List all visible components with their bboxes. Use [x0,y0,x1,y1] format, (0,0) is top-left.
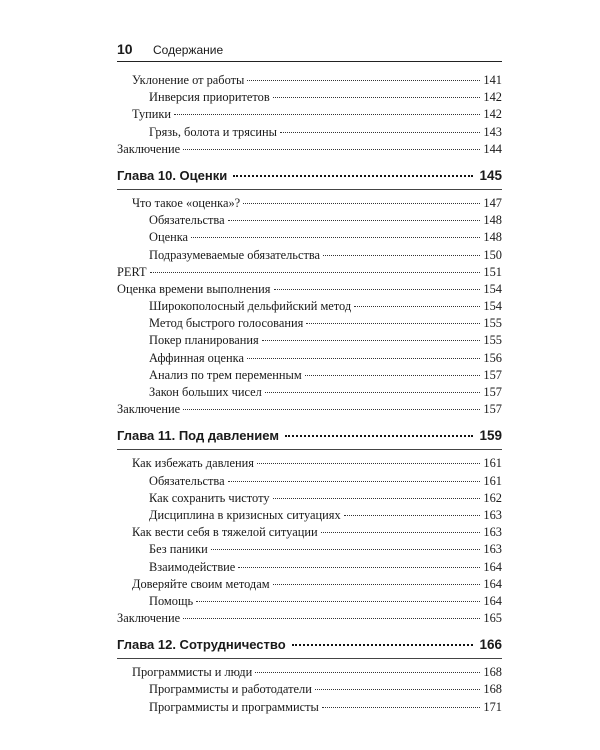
toc-entry [117,89,502,106]
toc-entry-page: 154 [483,299,502,314]
toc-entry-page: 161 [483,473,502,488]
toc-entry [117,298,502,315]
dot-leader [273,584,481,585]
toc-entry-title: Заключение [117,402,181,417]
toc-entry [117,72,502,89]
dot-leader [238,567,480,568]
toc-entry [117,593,502,610]
dot-leader [262,340,481,341]
toc-entry [117,106,502,123]
toc-entry-title: Заключение [117,141,181,156]
toc-entry [117,332,502,349]
dot-leader [315,689,481,690]
dot-leader [255,672,480,673]
dot-leader [305,375,481,376]
toc-entry-page: 154 [483,281,502,296]
dot-leader [273,498,481,499]
dot-leader [233,175,473,177]
toc-entry [117,524,502,541]
dot-leader [243,203,480,204]
toc-entry [117,281,502,298]
toc-entry-page: 144 [483,141,502,156]
toc-entry-page: 162 [483,490,502,505]
dot-leader [280,132,480,133]
toc-entry-page: 156 [483,350,502,365]
toc-entry-title: Инверсия приоритетов [149,90,270,105]
chapter-heading [117,423,502,450]
toc-entry-title: Заключение [117,611,181,626]
toc-entry-page: 163 [483,507,502,522]
toc-entry-page: 163 [483,542,502,557]
toc-entry [117,315,502,332]
toc-entry-page: 168 [483,665,502,680]
running-header [117,41,502,62]
toc-entry [117,401,502,418]
toc-entry-page: 157 [483,402,502,417]
toc-entry-page: 155 [483,333,502,348]
toc-entry-page: 143 [483,124,502,139]
toc-entry-page: 164 [483,559,502,574]
toc-entry-title: Программисты и программисты [149,699,319,714]
dot-leader [183,618,480,619]
dot-leader [174,114,480,115]
toc-entry-page: 164 [483,576,502,591]
toc-entry-title: Метод быстрого голосования [149,316,304,331]
toc-entry-page: 155 [483,316,502,331]
toc-entry [117,490,502,507]
dot-leader [354,306,480,307]
toc-entry-page: 164 [483,593,502,608]
toc-entry-title: Закон больших чисел [149,385,262,399]
toc-entry-title: Что такое «оценка»? [132,195,241,210]
chapter-heading [117,632,502,659]
toc-entry-title: Обязательства [149,473,225,488]
toc-entry-page: 168 [483,682,502,697]
toc-entry [117,541,502,558]
toc-entry-page: 142 [483,107,502,122]
toc-entry-title: Без паники [149,542,208,557]
toc-entry-title: Доверяйте своим методам [132,576,270,591]
dot-leader [292,644,474,646]
toc-entry-title: Как избежать давления [132,456,254,471]
toc-entry [117,264,502,281]
toc-entry [117,384,502,401]
page-number: 10 [117,41,133,57]
toc-entry-page: 157 [483,367,502,382]
dot-leader [344,515,481,516]
dot-leader [323,255,480,256]
toc-entry [117,367,502,384]
toc-entry [117,559,502,576]
toc-entry-title: Оценка [149,230,189,245]
dot-leader [306,323,480,324]
dot-leader [285,435,474,437]
toc-entry-title: Оценка времени выполнения [117,281,271,296]
toc-entry [117,681,502,698]
toc-entry [117,576,502,593]
toc-entry-page: 163 [483,525,502,540]
toc-entry-title: PERT [117,264,147,279]
dot-leader [274,289,481,290]
running-title: Содержание [153,43,224,57]
toc-entry [117,507,502,524]
toc-entry-page: 165 [483,611,502,626]
toc-entry-title: Покер планирования [149,333,259,348]
toc-entry-page: 161 [483,456,502,471]
toc-entry-title: Аффинная оценка [149,350,244,365]
toc-entry [117,455,502,472]
dot-leader [247,358,480,359]
dot-leader [321,532,481,533]
toc-entry-page: 157 [483,385,502,399]
toc-entry-title: Грязь, болота и трясины [149,124,278,139]
toc-entry-page: 148 [483,213,502,228]
dot-leader [211,549,481,550]
dot-leader [183,149,480,150]
table-of-contents [117,72,502,716]
toc-entry-title: Как вести себя в тяжелой ситуации [132,525,318,540]
chapter-title: Глава 10. Оценки [117,167,228,183]
toc-entry-title: Помощь [149,593,194,608]
dot-leader [257,463,480,464]
toc-entry [117,141,502,158]
dot-leader [247,80,480,81]
toc-entry-page: 148 [483,230,502,245]
toc-entry-title: Взаимодействие [149,559,236,574]
toc-entry-title: Уклонение от работы [132,73,245,87]
dot-leader [265,392,481,393]
toc-entry-title: Тупики [132,107,172,122]
dot-leader [196,601,480,602]
toc-entry [117,473,502,490]
toc-entry-page: 151 [483,264,502,279]
toc-entry [117,350,502,367]
toc-entry [117,247,502,264]
toc-entry-page: 171 [483,699,502,714]
toc-entry-title: Широкополосный дельфийский метод [149,299,352,314]
dot-leader [322,707,481,708]
toc-entry-title: Как сохранить чистоту [149,490,270,505]
toc-entry [117,212,502,229]
toc-entry [117,124,502,141]
chapter-page: 166 [479,637,502,653]
toc-entry-title: Дисциплина в кризисных ситуациях [149,507,341,522]
dot-leader [183,409,480,410]
toc-entry-title: Подразумеваемые обязательства [149,247,321,262]
toc-entry [117,664,502,681]
toc-entry-page: 142 [483,90,502,105]
chapter-page: 145 [479,167,502,183]
toc-entry-title: Программисты и люди [132,665,253,680]
dot-leader [150,272,481,273]
toc-entry [117,195,502,212]
toc-entry-page: 150 [483,247,502,262]
chapter-page: 159 [479,428,502,444]
chapter-title: Глава 12. Сотрудничество [117,637,286,653]
toc-entry-page: 147 [483,195,502,210]
chapter-heading [117,163,502,190]
toc-entry-title: Программисты и работодатели [149,682,312,697]
dot-leader [228,481,481,482]
dot-leader [191,237,480,238]
toc-entry-title: Анализ по трем переменным [149,367,302,382]
dot-leader [228,220,481,221]
toc-entry [117,610,502,627]
dot-leader [273,97,481,98]
chapter-title: Глава 11. Под давлением [117,428,279,444]
toc-entry [117,699,502,716]
toc-entry [117,229,502,246]
toc-entry-page: 141 [483,73,502,87]
toc-entry-title: Обязательства [149,213,225,228]
